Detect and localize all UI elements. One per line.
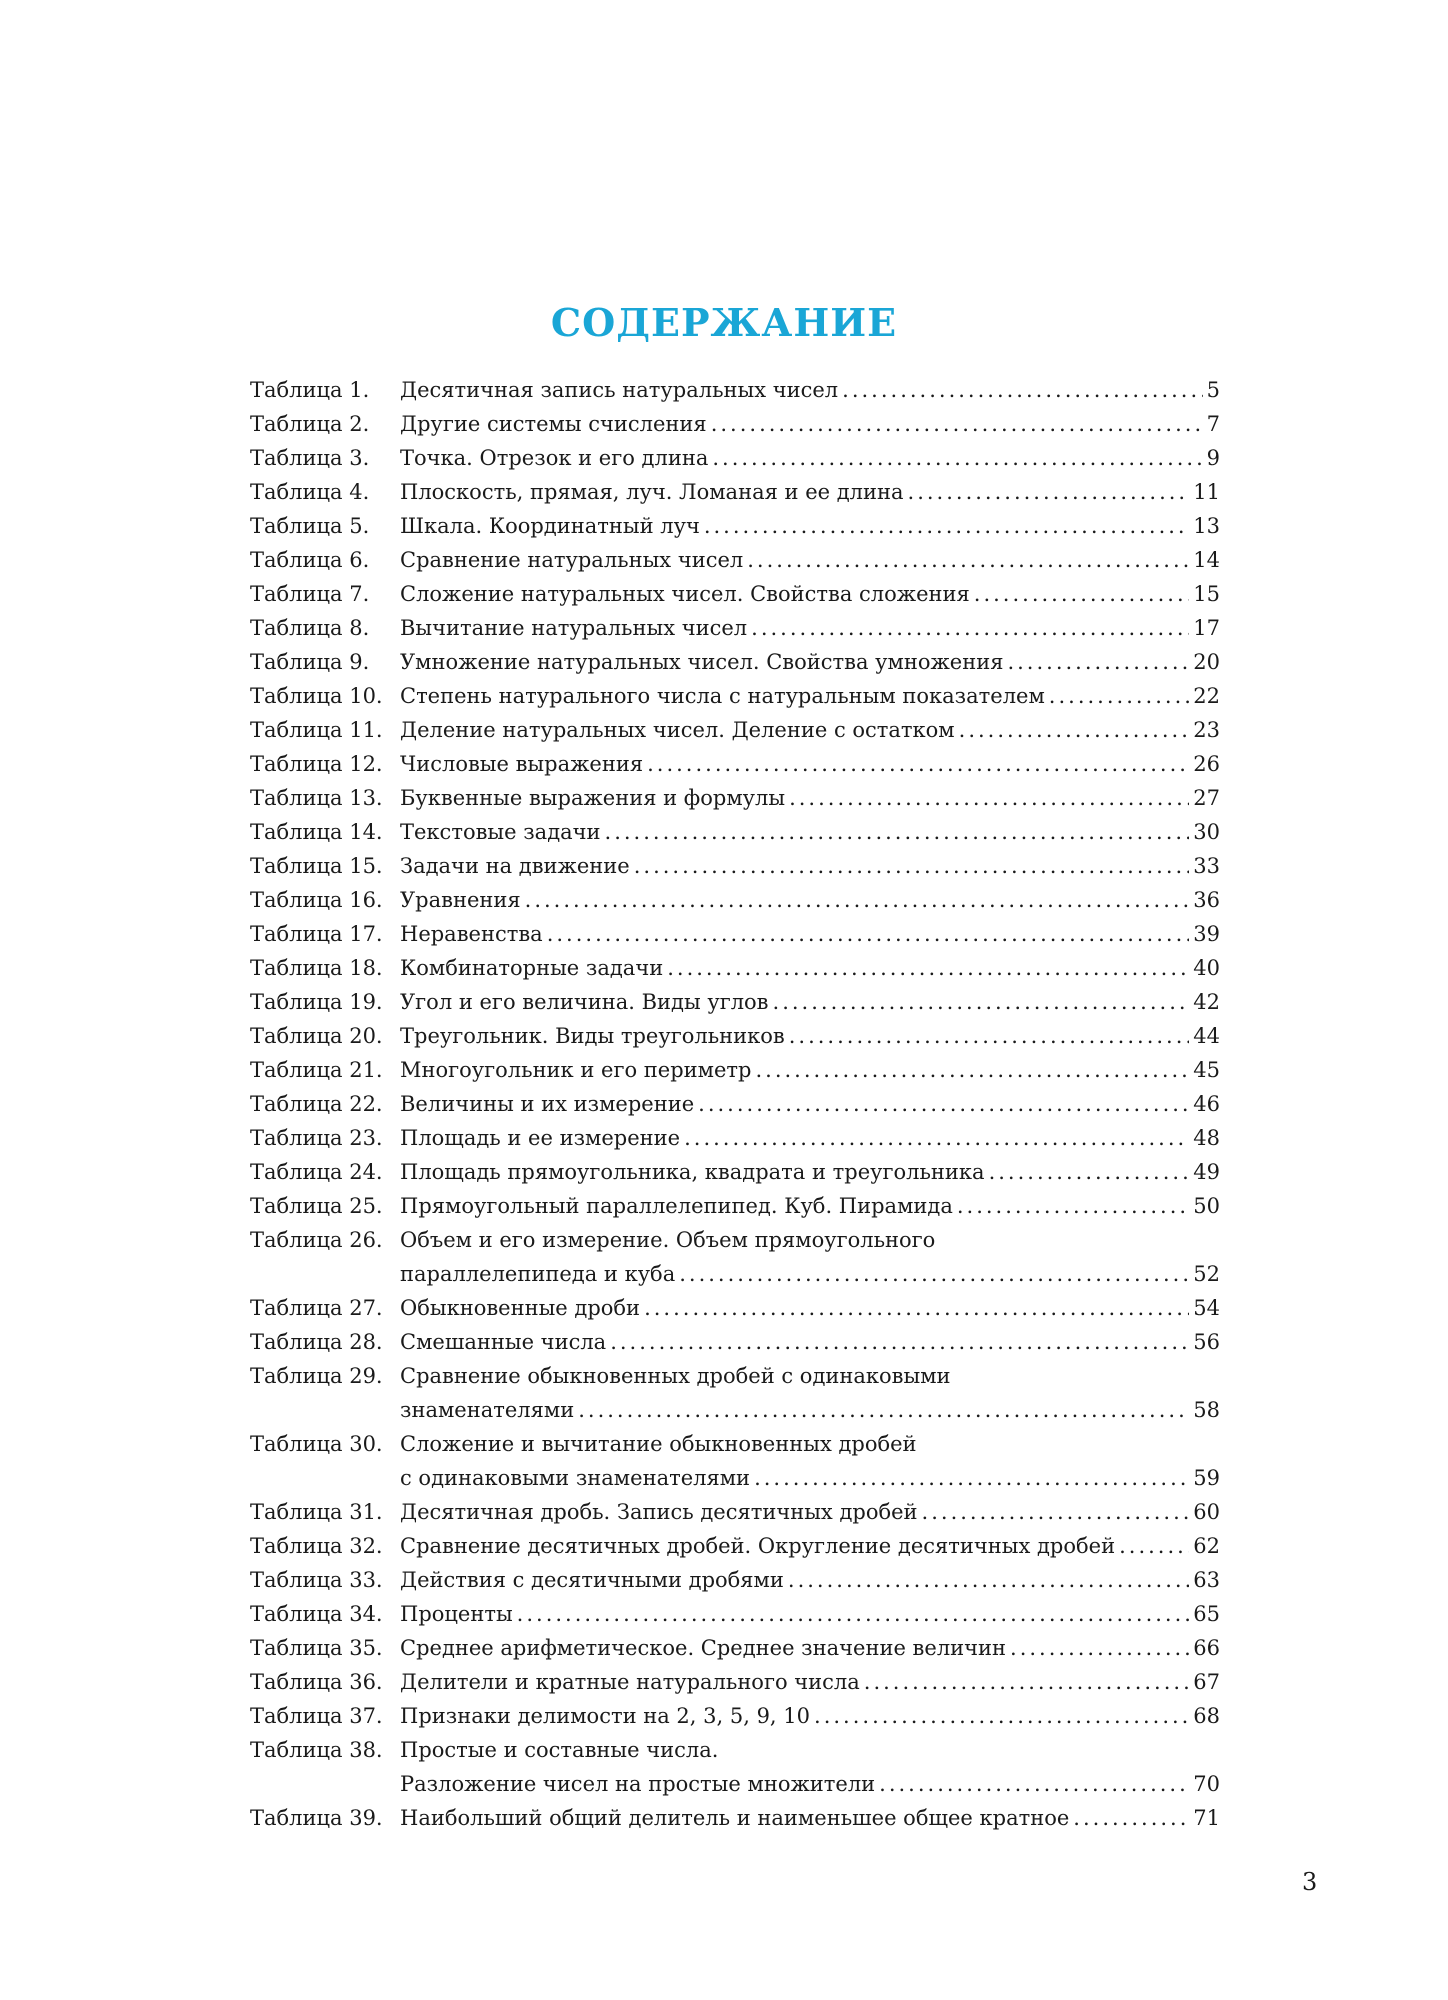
dot-leader bbox=[789, 1019, 1190, 1053]
toc-entry-page: 36 bbox=[1193, 888, 1220, 912]
toc-entry-page: 42 bbox=[1193, 990, 1220, 1014]
toc-entry-page: 67 bbox=[1193, 1670, 1220, 1694]
toc-entry-title: Другие системы счисления bbox=[400, 412, 707, 436]
toc-entry bbox=[250, 1053, 1220, 1087]
toc-entry-line bbox=[400, 1325, 1220, 1359]
toc-entry-page: 20 bbox=[1193, 650, 1220, 674]
toc-entry-label: Таблица 31. bbox=[250, 1500, 383, 1524]
dot-leader bbox=[908, 475, 1190, 509]
toc-entry-label: Таблица 16. bbox=[250, 888, 383, 912]
toc-entry-label: Таблица 3. bbox=[250, 446, 370, 470]
toc-entry-page: 7 bbox=[1206, 412, 1220, 436]
dot-leader bbox=[974, 577, 1189, 611]
toc-entry-body bbox=[400, 1053, 1220, 1087]
toc-entry-page: 13 bbox=[1193, 514, 1220, 538]
toc-entry bbox=[250, 1597, 1220, 1631]
toc-entry-label: Таблица 32. bbox=[250, 1534, 383, 1558]
toc-entry-title: Величины и их измерение bbox=[400, 1092, 695, 1116]
toc-entry-line bbox=[400, 1733, 1220, 1767]
dot-leader bbox=[684, 1121, 1189, 1155]
toc-entry-label: Таблица 34. bbox=[250, 1602, 383, 1626]
toc-entry-body bbox=[400, 1665, 1220, 1699]
toc-entry bbox=[250, 1563, 1220, 1597]
toc-entry bbox=[250, 951, 1220, 985]
toc-entry-line bbox=[400, 1257, 1220, 1291]
toc-entry-label: Таблица 23. bbox=[250, 1126, 383, 1150]
toc-entry-title: Обыкновенные дроби bbox=[400, 1296, 641, 1320]
dot-leader bbox=[989, 1155, 1190, 1189]
toc-entry-page: 46 bbox=[1193, 1092, 1220, 1116]
toc-entry-label: Таблица 27. bbox=[250, 1296, 383, 1320]
dot-leader bbox=[711, 407, 1203, 441]
toc-entry bbox=[250, 1427, 1220, 1495]
toc-entry-label: Таблица 2. bbox=[250, 412, 370, 436]
table-of-contents bbox=[250, 373, 1220, 1835]
toc-entry bbox=[250, 611, 1220, 645]
toc-entry-title: Буквенные выражения и формулы bbox=[400, 786, 786, 810]
toc-entry-body bbox=[400, 373, 1220, 407]
dot-leader bbox=[605, 815, 1190, 849]
toc-entry-page: 22 bbox=[1193, 684, 1220, 708]
dot-leader bbox=[1010, 1631, 1189, 1665]
dot-leader bbox=[747, 543, 1189, 577]
toc-entry bbox=[250, 1631, 1220, 1665]
toc-entry-line bbox=[400, 1291, 1220, 1325]
toc-entry-line bbox=[400, 543, 1220, 577]
toc-entry-title: Треугольник. Виды треугольников bbox=[400, 1024, 785, 1048]
toc-entry-line bbox=[400, 1189, 1220, 1223]
toc-entry-title: Вычитание натуральных чисел bbox=[400, 616, 748, 640]
toc-entry-label: Таблица 25. bbox=[250, 1194, 383, 1218]
toc-entry-label: Таблица 14. bbox=[250, 820, 383, 844]
toc-entry-title: Задачи на движение bbox=[400, 854, 630, 878]
toc-entry-line bbox=[400, 577, 1220, 611]
toc-entry-title: Степень натурального числа с натуральным показателем bbox=[400, 684, 1045, 708]
toc-entry-title: Действия с десятичными дробями bbox=[400, 1568, 784, 1592]
toc-entry-body bbox=[400, 509, 1220, 543]
toc-entry-line bbox=[400, 1427, 1220, 1461]
toc-entry-body bbox=[400, 1563, 1220, 1597]
toc-entry-title: Прямоугольный параллелепипед. Куб. Пирамида bbox=[400, 1194, 953, 1218]
dot-leader bbox=[525, 883, 1190, 917]
dot-leader bbox=[922, 1495, 1190, 1529]
toc-entry-line bbox=[400, 1563, 1220, 1597]
toc-entry-label: Таблица 38. bbox=[250, 1738, 383, 1762]
toc-entry-page: 62 bbox=[1193, 1534, 1220, 1558]
toc-entry-line bbox=[400, 781, 1220, 815]
toc-entry-body bbox=[400, 1155, 1220, 1189]
dot-leader bbox=[773, 985, 1190, 1019]
toc-entry-line bbox=[400, 1223, 1220, 1257]
toc-entry bbox=[250, 1359, 1220, 1427]
toc-entry bbox=[250, 1699, 1220, 1733]
toc-entry-body bbox=[400, 407, 1220, 441]
toc-entry-body bbox=[400, 611, 1220, 645]
toc-entry-line bbox=[400, 1631, 1220, 1665]
toc-entry-title: Текстовые задачи bbox=[400, 820, 601, 844]
dot-leader bbox=[647, 747, 1189, 781]
toc-entry-page: 58 bbox=[1193, 1398, 1220, 1422]
toc-entry-page: 40 bbox=[1193, 956, 1220, 980]
toc-entry bbox=[250, 645, 1220, 679]
toc-entry-page: 45 bbox=[1193, 1058, 1220, 1082]
dot-leader bbox=[789, 781, 1189, 815]
toc-entry-body bbox=[400, 1733, 1220, 1801]
toc-entry bbox=[250, 781, 1220, 815]
toc-entry-body bbox=[400, 849, 1220, 883]
toc-entry-line bbox=[400, 1767, 1220, 1801]
toc-entry bbox=[250, 1801, 1220, 1835]
toc-entry bbox=[250, 441, 1220, 475]
toc-entry-page: 70 bbox=[1193, 1772, 1220, 1796]
toc-entry-label: Таблица 7. bbox=[250, 582, 370, 606]
toc-entry-title: Угол и его величина. Виды углов bbox=[400, 990, 769, 1014]
toc-entry-page: 9 bbox=[1206, 446, 1220, 470]
toc-entry-page: 50 bbox=[1193, 1194, 1220, 1218]
toc-entry bbox=[250, 1121, 1220, 1155]
toc-entry-body bbox=[400, 1631, 1220, 1665]
toc-entry-page: 44 bbox=[1193, 1024, 1220, 1048]
toc-entry bbox=[250, 407, 1220, 441]
toc-entry-label: Таблица 1. bbox=[250, 378, 370, 402]
toc-entry-body bbox=[400, 1427, 1220, 1495]
toc-entry-label: Таблица 30. bbox=[250, 1432, 383, 1456]
toc-entry-title: Десятичная дробь. Запись десятичных дробей bbox=[400, 1500, 918, 1524]
toc-entry bbox=[250, 815, 1220, 849]
toc-entry-body bbox=[400, 679, 1220, 713]
toc-entry-body bbox=[400, 1019, 1220, 1053]
toc-entry-page: 15 bbox=[1193, 582, 1220, 606]
toc-entry-page: 59 bbox=[1193, 1466, 1220, 1490]
toc-entry-body bbox=[400, 1529, 1220, 1563]
toc-entry-line bbox=[400, 645, 1220, 679]
toc-entry bbox=[250, 509, 1220, 543]
dot-leader bbox=[754, 1461, 1189, 1495]
toc-entry-body bbox=[400, 1597, 1220, 1631]
toc-entry-title: Разложение чисел на простые множители bbox=[400, 1772, 876, 1796]
toc-entry-body bbox=[400, 1801, 1220, 1835]
toc-entry-line bbox=[400, 985, 1220, 1019]
toc-entry-title: Сравнение натуральных чисел bbox=[400, 548, 744, 572]
toc-entry bbox=[250, 475, 1220, 509]
toc-entry-page: 48 bbox=[1193, 1126, 1220, 1150]
toc-entry-line bbox=[400, 1121, 1220, 1155]
dot-leader bbox=[704, 509, 1189, 543]
toc-entry-page: 11 bbox=[1193, 480, 1220, 504]
toc-entry-title: Наибольший общий делитель и наименьшее общее кратное bbox=[400, 1806, 1070, 1830]
toc-entry-label: Таблица 36. bbox=[250, 1670, 383, 1694]
toc-entry-label: Таблица 6. bbox=[250, 548, 370, 572]
toc-entry-body bbox=[400, 815, 1220, 849]
toc-entry-line bbox=[400, 747, 1220, 781]
toc-entry bbox=[250, 917, 1220, 951]
dot-leader bbox=[644, 1291, 1189, 1325]
toc-entry-label: Таблица 13. bbox=[250, 786, 383, 810]
dot-leader bbox=[578, 1393, 1189, 1427]
toc-entry-label: Таблица 29. bbox=[250, 1364, 383, 1388]
toc-entry bbox=[250, 985, 1220, 1019]
toc-entry-label: Таблица 24. bbox=[250, 1160, 383, 1184]
toc-entry bbox=[250, 747, 1220, 781]
toc-entry-body bbox=[400, 1087, 1220, 1121]
toc-entry-title: Простые и составные числа. bbox=[400, 1738, 719, 1762]
toc-entry-page: 60 bbox=[1193, 1500, 1220, 1524]
toc-entry-body bbox=[400, 577, 1220, 611]
toc-entry-title: Сравнение десятичных дробей. Округление десятичных дробей bbox=[400, 1534, 1116, 1558]
toc-entry-line bbox=[400, 883, 1220, 917]
toc-entry-page: 39 bbox=[1193, 922, 1220, 946]
toc-entry-label: Таблица 37. bbox=[250, 1704, 383, 1728]
toc-entry bbox=[250, 713, 1220, 747]
toc-entry-title: Сравнение обыкновенных дробей с одинаковыми bbox=[400, 1364, 951, 1388]
toc-entry-line bbox=[400, 509, 1220, 543]
toc-entry-line bbox=[400, 441, 1220, 475]
toc-entry-title: Делители и кратные натурального числа bbox=[400, 1670, 860, 1694]
toc-entry-page: 68 bbox=[1193, 1704, 1220, 1728]
toc-entry bbox=[250, 1087, 1220, 1121]
toc-entry-title: Проценты bbox=[400, 1602, 513, 1626]
toc-entry-title: Уравнения bbox=[400, 888, 521, 912]
dot-leader bbox=[864, 1665, 1189, 1699]
toc-entry bbox=[250, 1291, 1220, 1325]
toc-entry-title: Плоскость, прямая, луч. Ломаная и ее длина bbox=[400, 480, 904, 504]
toc-entry-label: Таблица 15. bbox=[250, 854, 383, 878]
toc-entry bbox=[250, 577, 1220, 611]
toc-entry-title: Неравенства bbox=[400, 922, 543, 946]
toc-entry bbox=[250, 1155, 1220, 1189]
toc-entry-title: Объем и его измерение. Объем прямоугольного bbox=[400, 1228, 936, 1252]
dot-leader bbox=[547, 917, 1190, 951]
toc-entry-body bbox=[400, 441, 1220, 475]
dot-leader bbox=[959, 713, 1190, 747]
toc-entry-label: Таблица 21. bbox=[250, 1058, 383, 1082]
toc-entry-line bbox=[400, 1495, 1220, 1529]
toc-entry-body bbox=[400, 1359, 1220, 1427]
toc-entry-page: 49 bbox=[1193, 1160, 1220, 1184]
dot-leader bbox=[517, 1597, 1190, 1631]
toc-entry-label: Таблица 20. bbox=[250, 1024, 383, 1048]
toc-entry-line bbox=[400, 1665, 1220, 1699]
toc-entry-page: 5 bbox=[1206, 378, 1220, 402]
page-number: 3 bbox=[1302, 1868, 1318, 1896]
dot-leader bbox=[755, 1053, 1189, 1087]
dot-leader bbox=[788, 1563, 1189, 1597]
toc-entry-title: Площадь прямоугольника, квадрата и треугольника bbox=[400, 1160, 985, 1184]
toc-entry-body bbox=[400, 1325, 1220, 1359]
toc-entry-page: 27 bbox=[1193, 786, 1220, 810]
toc-entry-body bbox=[400, 475, 1220, 509]
toc-entry-page: 63 bbox=[1193, 1568, 1220, 1592]
toc-entry-body bbox=[400, 1223, 1220, 1291]
toc-entry-page: 56 bbox=[1193, 1330, 1220, 1354]
toc-entry-line bbox=[400, 1359, 1220, 1393]
toc-entry-label: Таблица 33. bbox=[250, 1568, 383, 1592]
toc-entry-label: Таблица 22. bbox=[250, 1092, 383, 1116]
toc-entry-body bbox=[400, 645, 1220, 679]
toc-entry-line bbox=[400, 1053, 1220, 1087]
dot-leader bbox=[610, 1325, 1189, 1359]
toc-entry bbox=[250, 679, 1220, 713]
toc-entry-title: Числовые выражения bbox=[400, 752, 644, 776]
toc-entry-line bbox=[400, 917, 1220, 951]
toc-entry-title: Деление натуральных чисел. Деление с остатком bbox=[400, 718, 955, 742]
toc-entry-title: Комбинаторные задачи bbox=[400, 956, 664, 980]
toc-entry-line bbox=[400, 611, 1220, 645]
dot-leader bbox=[712, 441, 1202, 475]
toc-entry-line bbox=[400, 475, 1220, 509]
toc-entry-line bbox=[400, 1393, 1220, 1427]
toc-entry-title: Сложение и вычитание обыкновенных дробей bbox=[400, 1432, 917, 1456]
toc-entry bbox=[250, 1733, 1220, 1801]
dot-leader bbox=[698, 1087, 1189, 1121]
toc-entry-line bbox=[400, 1801, 1220, 1835]
toc-entry-label: Таблица 12. bbox=[250, 752, 383, 776]
toc-entry-label: Таблица 26. bbox=[250, 1228, 383, 1252]
toc-entry-label: Таблица 8. bbox=[250, 616, 370, 640]
toc-entry-label: Таблица 39. bbox=[250, 1806, 383, 1830]
toc-entry-title: Многоугольник и его периметр bbox=[400, 1058, 752, 1082]
toc-entry-label: Таблица 35. bbox=[250, 1636, 383, 1660]
toc-entry-body bbox=[400, 713, 1220, 747]
toc-entry-line bbox=[400, 713, 1220, 747]
dot-leader bbox=[667, 951, 1189, 985]
toc-entry-page: 33 bbox=[1193, 854, 1220, 878]
toc-entry-page: 66 bbox=[1193, 1636, 1220, 1660]
toc-entry bbox=[250, 849, 1220, 883]
toc-entry-title: Среднее арифметическое. Среднее значение величин bbox=[400, 1636, 1007, 1660]
toc-entry-body bbox=[400, 1495, 1220, 1529]
dot-leader bbox=[842, 373, 1202, 407]
toc-entry-body bbox=[400, 883, 1220, 917]
toc-entry-body bbox=[400, 543, 1220, 577]
toc-entry-label: Таблица 17. bbox=[250, 922, 383, 946]
toc-entry-title: Площадь и ее измерение bbox=[400, 1126, 681, 1150]
toc-entry-line bbox=[400, 1087, 1220, 1121]
page-title: СОДЕРЖАНИЕ bbox=[550, 300, 898, 345]
toc-entry-page: 23 bbox=[1193, 718, 1220, 742]
dot-leader bbox=[957, 1189, 1189, 1223]
dot-leader bbox=[751, 611, 1189, 645]
toc-entry bbox=[250, 1019, 1220, 1053]
toc-entry bbox=[250, 373, 1220, 407]
toc-entry-title: Признаки делимости на 2, 3, 5, 9, 10 bbox=[400, 1704, 811, 1728]
toc-entry-label: Таблица 4. bbox=[250, 480, 370, 504]
toc-entry bbox=[250, 1325, 1220, 1359]
toc-entry bbox=[250, 883, 1220, 917]
toc-entry bbox=[250, 1223, 1220, 1291]
toc-entry-label: Таблица 5. bbox=[250, 514, 370, 538]
toc-entry bbox=[250, 1529, 1220, 1563]
toc-entry-label: Таблица 10. bbox=[250, 684, 383, 708]
toc-entry-body bbox=[400, 1291, 1220, 1325]
dot-leader bbox=[1073, 1801, 1189, 1835]
toc-entry-line bbox=[400, 849, 1220, 883]
toc-entry-line bbox=[400, 951, 1220, 985]
toc-entry-title: с одинаковыми знаменателями bbox=[400, 1466, 751, 1490]
toc-entry-line bbox=[400, 1155, 1220, 1189]
toc-entry-label: Таблица 18. bbox=[250, 956, 383, 980]
toc-entry-line bbox=[400, 815, 1220, 849]
toc-entry-line bbox=[400, 407, 1220, 441]
toc-entry bbox=[250, 1665, 1220, 1699]
toc-entry-body bbox=[400, 985, 1220, 1019]
toc-entry-body bbox=[400, 1121, 1220, 1155]
toc-entry-page: 54 bbox=[1193, 1296, 1220, 1320]
toc-entry-label: Таблица 28. bbox=[250, 1330, 383, 1354]
toc-entry-label: Таблица 9. bbox=[250, 650, 370, 674]
toc-entry-page: 52 bbox=[1193, 1262, 1220, 1286]
dot-leader bbox=[1049, 679, 1189, 713]
toc-entry-line bbox=[400, 679, 1220, 713]
dot-leader bbox=[634, 849, 1190, 883]
toc-entry-page: 17 bbox=[1193, 616, 1220, 640]
toc-entry-body bbox=[400, 1189, 1220, 1223]
toc-entry-page: 26 bbox=[1193, 752, 1220, 776]
toc-entry-body bbox=[400, 917, 1220, 951]
toc-entry-body bbox=[400, 951, 1220, 985]
toc-entry-line bbox=[400, 1019, 1220, 1053]
toc-entry-title: параллелепипеда и куба bbox=[400, 1262, 676, 1286]
dot-leader bbox=[879, 1767, 1189, 1801]
toc-entry bbox=[250, 1495, 1220, 1529]
toc-entry-page: 30 bbox=[1193, 820, 1220, 844]
toc-entry-title: Десятичная запись натуральных чисел bbox=[400, 378, 839, 402]
toc-entry bbox=[250, 1189, 1220, 1223]
toc-entry-line bbox=[400, 1699, 1220, 1733]
toc-entry-line bbox=[400, 1529, 1220, 1563]
toc-entry-label: Таблица 19. bbox=[250, 990, 383, 1014]
toc-entry-title: знаменателями bbox=[400, 1398, 575, 1422]
toc-entry-line bbox=[400, 1461, 1220, 1495]
toc-entry-page: 14 bbox=[1193, 548, 1220, 572]
toc-entry-body bbox=[400, 747, 1220, 781]
toc-entry-title: Точка. Отрезок и его длина bbox=[400, 446, 709, 470]
toc-entry-body bbox=[400, 781, 1220, 815]
toc-entry-title: Умножение натуральных чисел. Свойства умножения bbox=[400, 650, 1004, 674]
toc-entry-line bbox=[400, 373, 1220, 407]
toc-entry-title: Смешанные числа bbox=[400, 1330, 607, 1354]
toc-entry-line bbox=[400, 1597, 1220, 1631]
toc-entry-body bbox=[400, 1699, 1220, 1733]
toc-entry-page: 65 bbox=[1193, 1602, 1220, 1626]
toc-entry-label: Таблица 11. bbox=[250, 718, 383, 742]
dot-leader bbox=[1007, 645, 1189, 679]
toc-entry-title: Шкала. Координатный луч bbox=[400, 514, 700, 538]
toc-entry-title: Сложение натуральных чисел. Свойства сложения bbox=[400, 582, 970, 606]
dot-leader bbox=[1119, 1529, 1189, 1563]
toc-entry-page: 71 bbox=[1193, 1806, 1220, 1830]
dot-leader bbox=[814, 1699, 1189, 1733]
toc-entry bbox=[250, 543, 1220, 577]
dot-leader bbox=[679, 1257, 1189, 1291]
